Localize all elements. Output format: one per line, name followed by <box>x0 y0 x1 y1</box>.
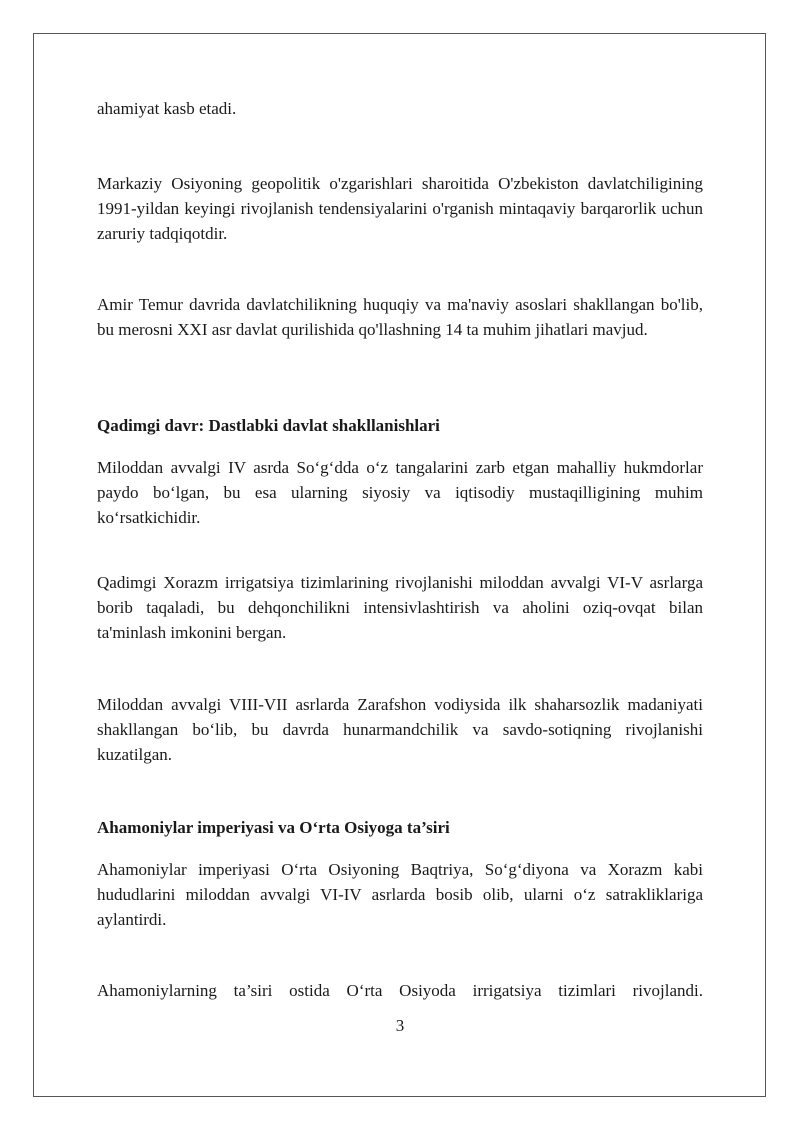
paragraph-zarafshan: Miloddan avvalgi VIII-VII asrlarda Zarafshon vodiysida ilk shaharsozlik madaniyati shakllangan bo‘lib, bu davrda hunarmandchilik va savdo-sotiqning rivojlanishi kuzatilgan. <box>97 695 703 764</box>
page-number: 3 <box>395 1016 405 1035</box>
paragraph-amir-temur: Amir Temur davrida davlatchilikning huquqiy va ma'naviy asoslari shakllangan bo'lib, bu merosni XXI asr davlat qurilishida qo'llashning 14 ta muhim jihatlari mavjud. <box>97 295 703 339</box>
paragraph-sogd-coins: Miloddan avvalgi IV asrda So‘g‘dda o‘z tangalarini zarb etgan mahalliy hukmdorlar paydo bo‘lgan, bu esa ularning siyosiy va iqtisodiy mustaqilligining muhim ko‘rsatkichidir. <box>97 458 703 527</box>
paragraph-khorezm-irrigation: Qadimgi Xorazm irrigatsiya tizimlarining rivojlanishi miloddan avvalgi VI-V asrlarga borib taqaladi, bu dehqonchilikni intensivlashtirish va aholini oziq-ovqat bilan ta'minlash imkonini bergan. <box>97 573 703 642</box>
paragraph-achaemenid-conquest: Ahamoniylar imperiyasi O‘rta Osiyoning Baqtriya, So‘g‘diyona va Xorazm kabi hududlarini miloddan avvalgi VI-IV asrlarda bosib olib, ularni o‘z satrakliklariga aylantirdi. <box>97 860 703 929</box>
section-heading-ancient-period: Qadimgi davr: Dastlabki davlat shakllanishlari <box>97 416 440 435</box>
section-heading-achaemenids: Ahamoniylar imperiyasi va O‘rta Osiyoga ta’siri <box>97 818 450 837</box>
paragraph-geopolitics: Markaziy Osiyoning geopolitik o'zgarishlari sharoitida O'zbekiston davlatchiligining 1991-yildan keyingi rivojlanish tendensiyalarini o'rganish mintaqaviy barqarorlik uchun zaruriy tadqiqotdir. <box>97 174 703 243</box>
paragraph-continuation: ahamiyat kasb etadi. <box>97 99 237 118</box>
paragraph-achaemenid-influence: Ahamoniylarning ta’siri ostida O‘rta Osiyoda irrigatsiya tizimlari rivojlandi. <box>97 981 703 1000</box>
